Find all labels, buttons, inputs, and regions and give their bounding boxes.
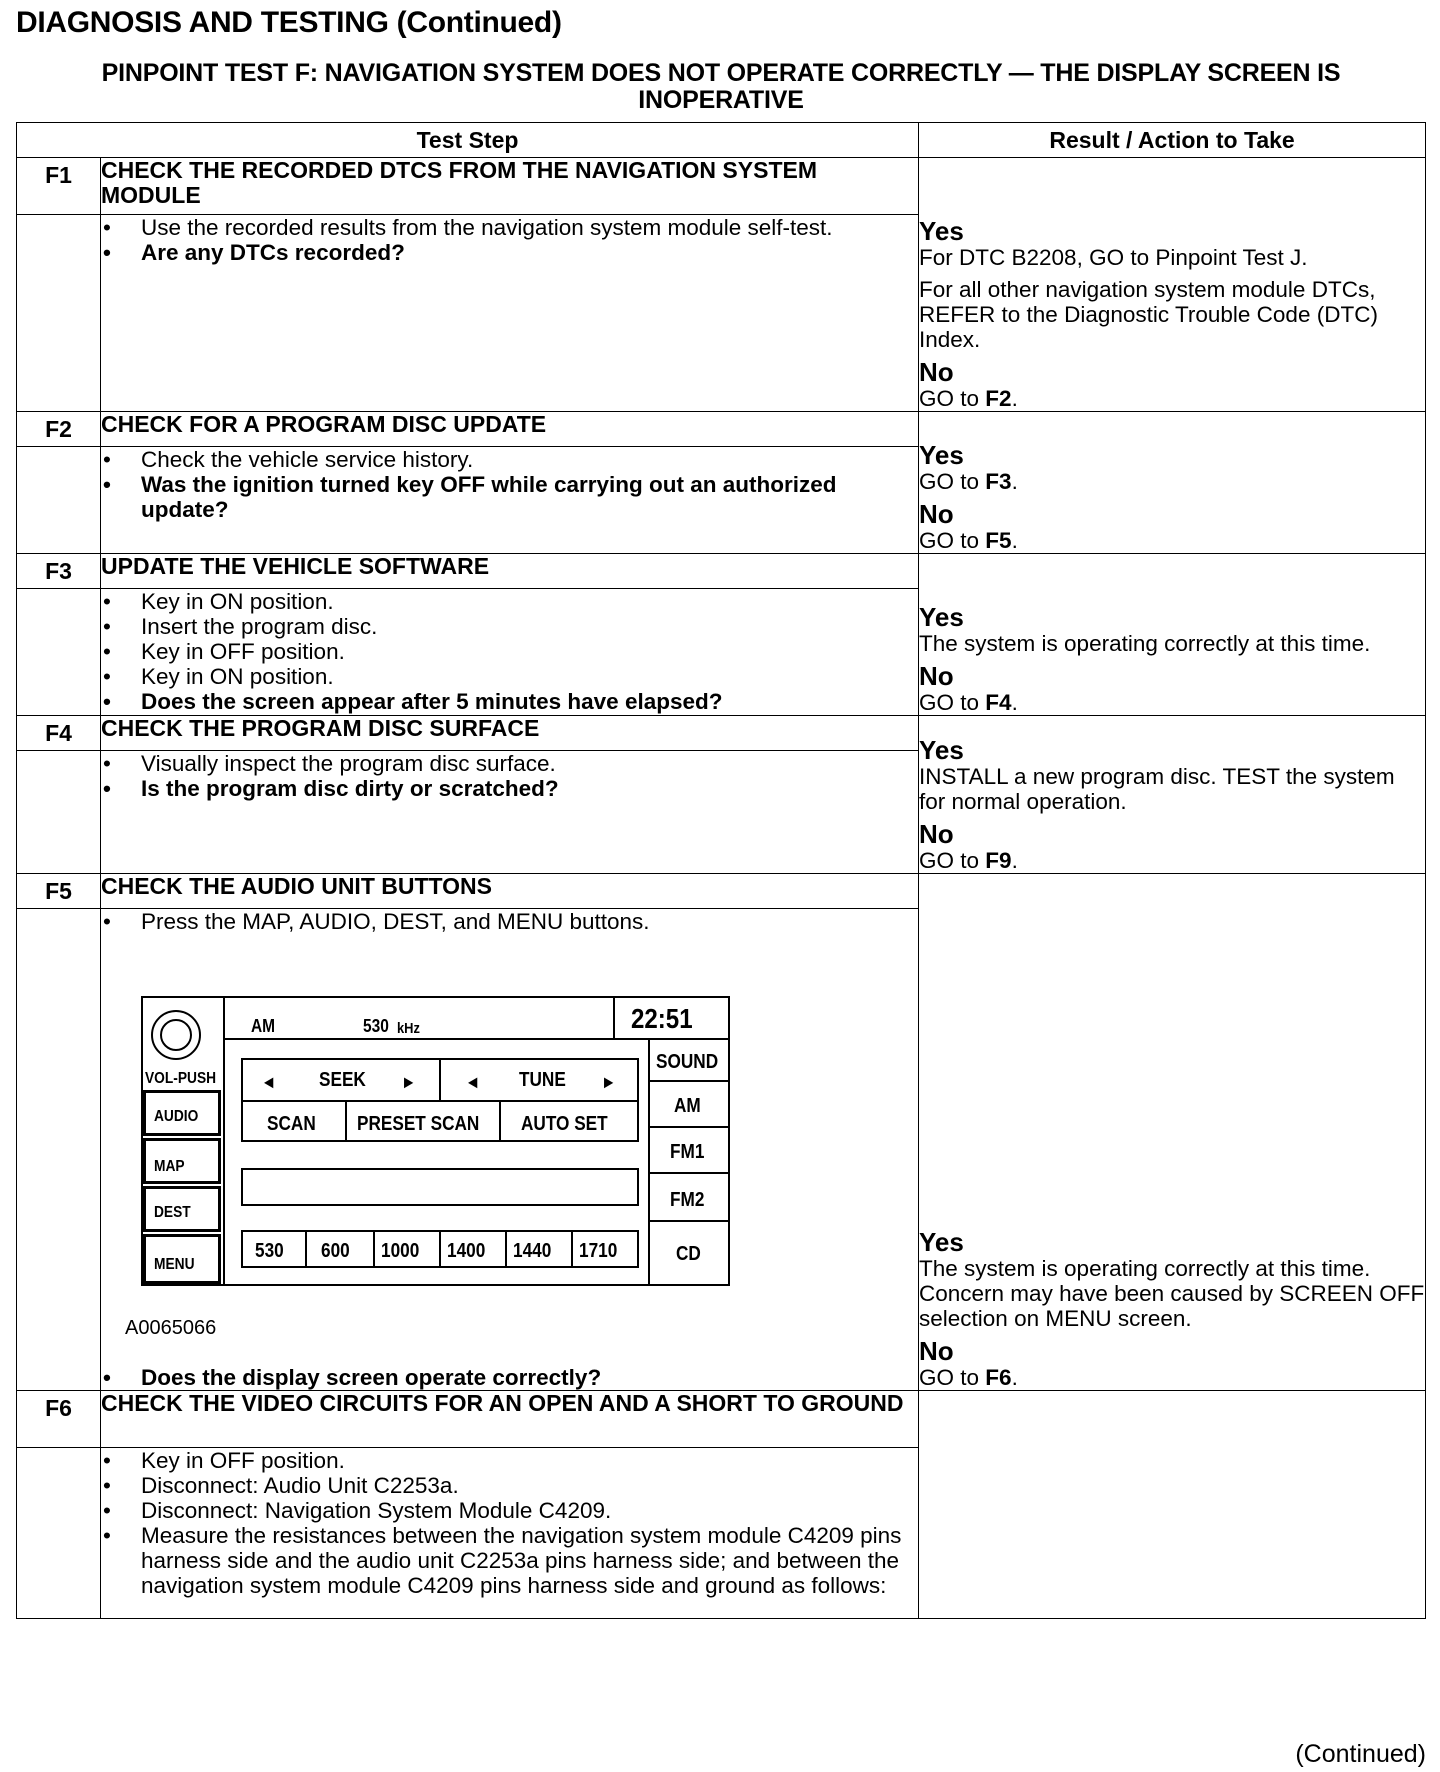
step-title: CHECK THE RECORDED DTCS FROM THE NAVIGATION SYSTEM MODULE [101,158,919,215]
clock-display: 22:51 [631,1003,693,1034]
step-f5-title-row [17,874,1426,909]
no-target: F9 [985,848,1012,873]
seek-forward-arrow-icon[interactable]: ► [401,1072,417,1092]
test-table [16,122,1426,1619]
no-label: No [919,499,954,529]
step-f2-body [101,447,919,554]
no-label: No [919,357,954,387]
step-f3-body [101,589,919,716]
yes-text: The system is operating correctly at this time. [919,631,1371,656]
manual-page [16,0,1426,1619]
step-f2-result [919,412,1426,554]
step-f1-body [101,215,919,412]
dest-button[interactable] [143,1186,221,1232]
yes-prefix: GO to [919,469,986,494]
step-question: • Are any DTCs recorded? [101,240,918,265]
figure-id: A0065066 [125,1317,217,1339]
sound-button-label: SOUND [656,1051,719,1073]
step-f2-title-row [17,412,1426,447]
scan-button[interactable]: SCAN [267,1113,316,1135]
preset-button[interactable]: 1710 [579,1240,618,1262]
dest-button-label: DEST [154,1204,191,1221]
bullet-item: • Key in ON position. [101,664,918,689]
fm1-button-label: FM1 [670,1141,705,1163]
step-title: CHECK THE AUDIO UNIT BUTTONS [101,874,919,909]
no-text [919,528,1425,553]
bullet-item: • Use the recorded results from the navigation system module self-test. [101,215,918,240]
auto-set-button[interactable]: AUTO SET [521,1113,608,1135]
seek-label: SEEK [319,1069,366,1091]
bullet-item: • Disconnect: Audio Unit C2253a. [101,1473,918,1498]
tune-label: TUNE [519,1069,566,1091]
step-f4-title-row [17,716,1426,751]
bullet-item: • Measure the resistances between the navigation system module C4209 pins harness side and the audio unit C2253a pins harness side; and between the navigation system module C4209 pins harness side and ground as follows: [101,1523,918,1598]
preset-button[interactable]: 1440 [513,1240,552,1262]
bullet-item: • Disconnect: Navigation System Module C4209. [101,1498,918,1523]
no-suffix: . [1011,848,1018,873]
no-text [919,690,1425,715]
yes-text: For all other navigation system module DTCs, REFER to the Diagnostic Trouble Code (DTC) Index. [919,277,1378,352]
am-button[interactable] [648,1082,730,1128]
step-question: • Does the display screen operate correctly? [101,1365,918,1390]
step-f6-body [101,1448,919,1619]
yes-text: The system is operating correctly at this time. Concern may have been caused by SCREEN OFF selection on MENU screen. [919,1256,1425,1331]
step-id: F6 [17,1391,101,1448]
bullet-item: • Press the MAP, AUDIO, DEST, and MENU buttons. [101,909,918,934]
step-title: CHECK THE PROGRAM DISC SURFACE [101,716,919,751]
no-label: No [919,819,954,849]
menu-button[interactable] [143,1234,221,1284]
fm2-button-label: FM2 [670,1189,705,1211]
bullet-item: • Key in ON position. [101,589,918,614]
tune-down-arrow-icon[interactable]: ◄ [465,1072,481,1092]
frequency-display: 530 [363,1016,389,1036]
step-title: UPDATE THE VEHICLE SOFTWARE [101,554,919,589]
step-question: • Is the program disc dirty or scratched? [101,776,918,801]
no-suffix: . [1011,690,1018,715]
yes-label: Yes [919,216,964,246]
no-target: F4 [985,690,1012,715]
sound-button[interactable] [648,1038,730,1082]
no-target: F5 [985,528,1012,553]
am-button-label: AM [674,1095,701,1117]
audio-button[interactable] [143,1090,221,1136]
step-f6-result [919,1391,1426,1619]
no-suffix: . [1011,528,1018,553]
cd-button-label: CD [676,1243,701,1265]
step-f3-title-row [17,554,1426,589]
audio-unit-illustration [141,996,730,1286]
step-f6-title-row [17,1391,1426,1448]
bullet-item: • Key in OFF position. [101,639,918,664]
menu-button-label: MENU [154,1256,195,1273]
no-label: No [919,661,954,691]
band-display: AM [251,1016,276,1036]
header-result: Result / Action to Take [919,123,1426,158]
yes-label: Yes [919,735,964,765]
preset-button[interactable]: 600 [321,1240,350,1262]
no-text [919,1365,1425,1390]
preset-button[interactable]: 1400 [447,1240,486,1262]
header-test-step: Test Step [17,123,919,158]
step-f1-title-row [17,158,1426,215]
step-f5-result [919,874,1426,1391]
bullet-item: • Visually inspect the program disc surface. [101,751,918,776]
step-id: F1 [17,158,101,215]
bullet-item: • Insert the program disc. [101,614,918,639]
map-button-label: MAP [154,1158,185,1175]
map-button[interactable] [143,1138,221,1184]
pinpoint-test-title: PINPOINT TEST F: NAVIGATION SYSTEM DOES NOT OPERATE CORRECTLY — THE DISPLAY SCREEN IS INOPERATIVE [101,59,1341,114]
yes-text: INSTALL a new program disc. TEST the system for normal operation. [919,764,1395,814]
step-f1-result [919,158,1426,412]
yes-text: For DTC B2208, GO to Pinpoint Test J. [919,245,1308,270]
no-prefix: GO to [919,528,986,553]
yes-text [919,469,1425,494]
no-text [919,848,1425,873]
step-question: • Does the screen appear after 5 minutes have elapsed? [101,689,918,714]
yes-label: Yes [919,440,964,470]
no-suffix: . [1011,386,1018,411]
step-question: • Was the ignition turned key OFF while carrying out an authorized update? [101,472,918,522]
preset-scan-button[interactable]: PRESET SCAN [357,1113,480,1135]
step-f5-body [101,909,919,1391]
yes-suffix: . [1011,469,1018,494]
step-f4-body [101,751,919,874]
no-prefix: GO to [919,848,986,873]
frequency-unit: kHz [397,1020,420,1037]
step-id: F2 [17,412,101,447]
step-id: F4 [17,716,101,751]
step-title: CHECK FOR A PROGRAM DISC UPDATE [101,412,919,447]
continued-label: (Continued) [1295,1740,1426,1768]
step-f4-result [919,716,1426,874]
step-id: F3 [17,554,101,589]
no-prefix: GO to [919,1365,986,1390]
tune-up-arrow-icon[interactable]: ► [601,1072,617,1092]
text-display-field [241,1168,639,1206]
preset-button[interactable]: 530 [255,1240,284,1262]
step-f3-result [919,554,1426,716]
bullet-item: • Key in OFF position. [101,1448,918,1473]
no-target: F6 [985,1365,1012,1390]
preset-button[interactable]: 1000 [381,1240,420,1262]
cd-button[interactable] [648,1222,730,1286]
audio-button-label: AUDIO [154,1108,199,1125]
seek-back-arrow-icon[interactable]: ◄ [261,1072,277,1092]
no-text [919,386,1425,411]
volume-knob-icon[interactable] [151,1010,201,1060]
yes-label: Yes [919,602,964,632]
yes-label: Yes [919,1227,964,1257]
fm1-button[interactable] [648,1128,730,1174]
step-title: CHECK THE VIDEO CIRCUITS FOR AN OPEN AND A SHORT TO GROUND [101,1391,919,1448]
step-id: F5 [17,874,101,909]
no-prefix: GO to [919,386,986,411]
no-suffix: . [1011,1365,1018,1390]
volume-knob-label: VOL-PUSH [145,1070,217,1087]
page-title: DIAGNOSIS AND TESTING (Continued) [16,6,562,39]
no-prefix: GO to [919,690,986,715]
bullet-item: • Check the vehicle service history. [101,447,918,472]
fm2-button[interactable] [648,1174,730,1222]
no-label: No [919,1336,954,1366]
yes-target: F3 [985,469,1012,494]
no-target: F2 [985,386,1012,411]
